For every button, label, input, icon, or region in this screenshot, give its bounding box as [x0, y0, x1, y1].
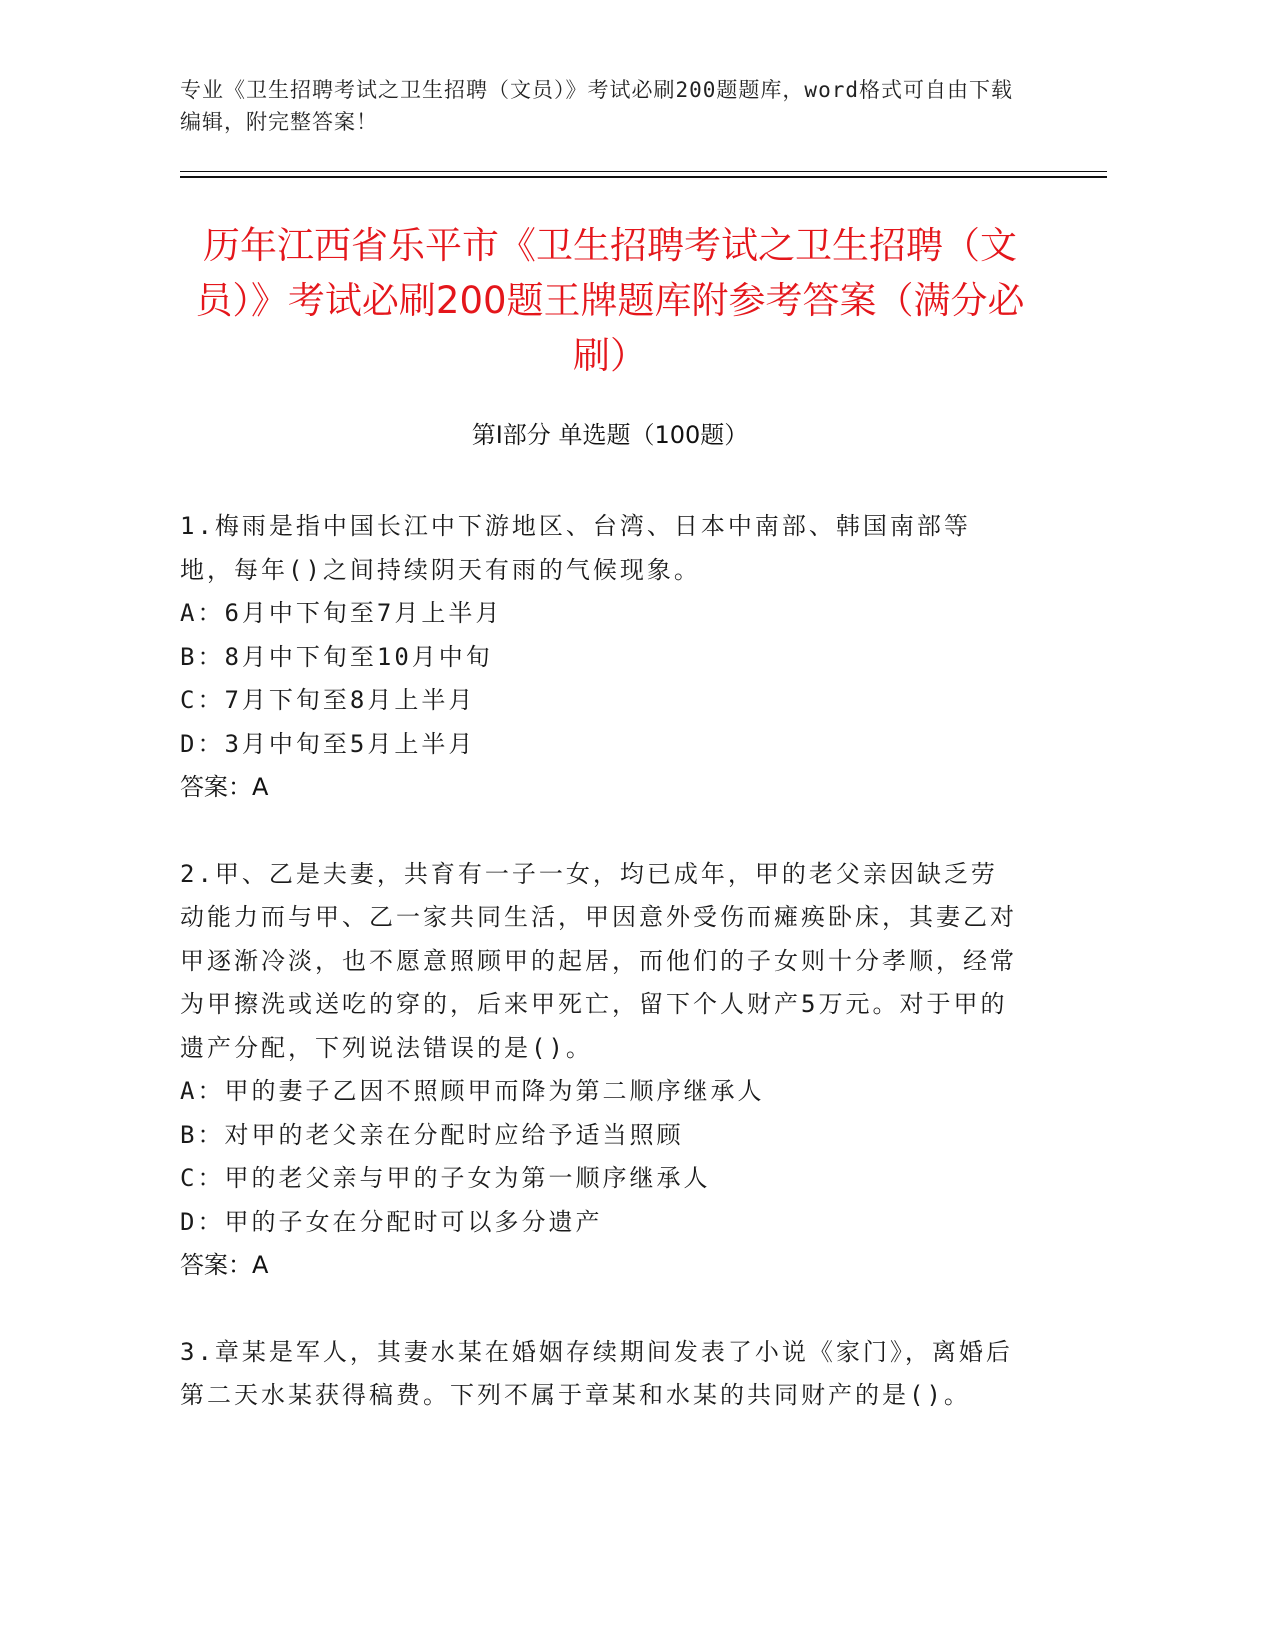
question-2	[180, 853, 1020, 1288]
option-b: B：8月中下旬至10月中旬	[180, 642, 493, 671]
question-stem: 3.章某是军人，其妻水某在婚姻存续期间发表了小说《家门》，离婚后第二天水某获得稿费。下列不属于章某和水某的共同财产的是()。	[180, 1337, 1013, 1409]
question-3	[180, 1331, 1020, 1418]
header-divider-thin	[180, 171, 1107, 172]
section-heading: 第Ⅰ部分 单选题（100题）	[471, 421, 749, 449]
question-answer: 答案：A	[180, 1251, 269, 1279]
question-stem: 2.甲、乙是夫妻，共育有一子一女，均已成年，甲的老父亲因缺乏劳动能力而与甲、乙一家共同生活，甲因意外受伤而瘫痪卧床，其妻乙对甲逐渐冷淡，也不愿意照顾甲的起居，而他们的子女则十分孝顺，经常为甲擦洗或送吃的穿的，后来甲死亡，留下个人财产5万元。对于甲的遗产分配，下列说法错误的是()。	[180, 859, 1017, 1062]
option-d: D：3月中旬至5月上半月	[180, 729, 476, 758]
option-c: C：7月下旬至8月上半月	[180, 686, 476, 714]
question-answer: 答案：A	[180, 773, 269, 801]
option-c: C：甲的老父亲与甲的子女为第一顺序继承人	[180, 1164, 711, 1192]
option-a: A：6月中下旬至7月上半月	[180, 599, 503, 627]
question-list	[180, 505, 1020, 1418]
header-note: 专业《卫生招聘考试之卫生招聘（文员）》考试必刷200题题库，word格式可自由下载编辑，附完整答案！	[180, 78, 1013, 134]
question-spacer	[180, 1288, 1020, 1331]
header-divider-thick	[180, 176, 1107, 178]
question-1	[180, 505, 1020, 810]
question-spacer	[180, 810, 1020, 853]
option-d: D：甲的子女在分配时可以多分遗产	[180, 1207, 603, 1236]
question-stem: 1.梅雨是指中国长江中下游地区、台湾、日本中南部、韩国南部等地，每年()之间持续阴天有雨的气候现象。	[180, 512, 971, 584]
option-b: B：对甲的老父亲在分配时应给予适当照顾	[180, 1120, 684, 1149]
option-a: A：甲的妻子乙因不照顾甲而降为第二顺序继承人	[180, 1077, 765, 1105]
document-title: 历年江西省乐平市《卫生招聘考试之卫生招聘（文员）》考试必刷200题王牌题库附参考答案（满分必刷）	[195, 224, 1025, 377]
